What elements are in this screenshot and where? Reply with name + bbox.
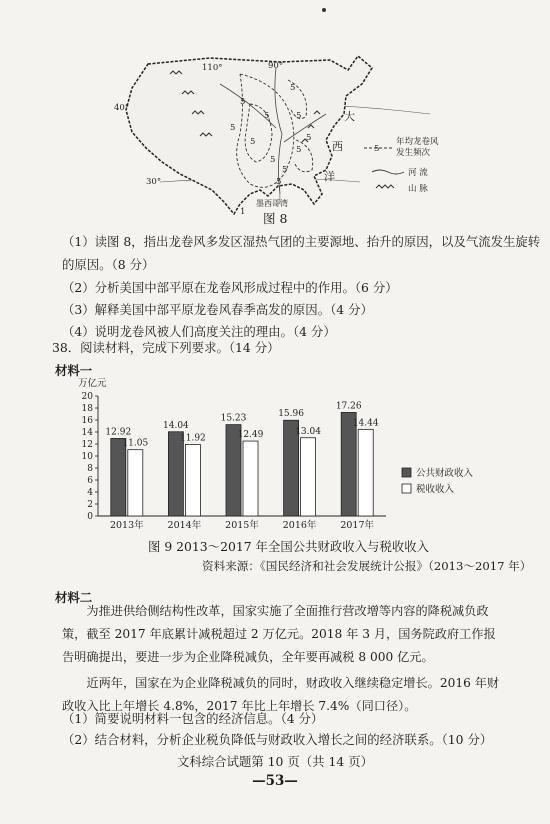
material-2-paragraph-1: 为推进供给侧结构性改革，国家实施了全面推行营改增等内容的降税减负政策，截至 2017 年底累计减税超过 2 万亿元。2018 年 3 月，国务院政府工作报告明确提出，要进一步为企业降税减负，全年要再减税 8 000 亿元。 (62, 604, 496, 664)
legend-freq-label: 年均龙卷风 (396, 137, 439, 147)
bar-tax-revenue (301, 438, 316, 516)
bar-value-label: 12.92 (105, 427, 132, 438)
y-tick-label: 4 (87, 488, 93, 498)
page-number: —53— (252, 773, 298, 789)
bar-tax-revenue (358, 429, 373, 516)
contour-value: 5 (296, 145, 302, 155)
bar-value-label: 13.04 (295, 426, 321, 437)
question-37-2: （2）分析美国中部平原在龙卷风形成过程中的作用。（6 分） (62, 280, 398, 295)
lat-label-30: 30° (146, 177, 162, 187)
legend-freq-sample: 5 (374, 144, 380, 154)
bar-value-label: 14.04 (163, 420, 189, 431)
material-2-title: 材料二 (55, 590, 93, 605)
contour-value: 5 (250, 137, 256, 147)
figure-8-caption: 图 8 (263, 211, 288, 226)
usa-tornado-map (100, 44, 500, 222)
legend-river-label: 河 流 (408, 168, 428, 178)
y-tick-label: 6 (87, 476, 93, 486)
ink-dot (322, 8, 326, 12)
x-tick-label: 2015年 (225, 520, 259, 531)
contour-value: 5 (230, 123, 236, 133)
question-37-1-cont: 的原因。（8 分） (62, 257, 155, 272)
x-tick-label: 2014年 (167, 520, 202, 531)
bar-tax-revenue (185, 444, 200, 516)
bar-value-label: 17.26 (335, 401, 362, 412)
y-tick-label: 8 (87, 464, 93, 474)
question-37-4: （4）说明龙卷风被人们高度关注的理由。（4 分） (62, 324, 336, 339)
legend-mountain-label: 山 脉 (408, 184, 428, 194)
ocean-label-3: 洋 (324, 170, 335, 183)
y-tick-label: 0 (87, 512, 93, 522)
contour-value: 5 (240, 97, 246, 107)
figure-9-caption: 图 9 2013～2017 年全国公共财政收入与税收收入 (148, 539, 430, 554)
contour-value: 5 (264, 111, 270, 121)
chart-bars (111, 412, 373, 516)
contour-value: 5 (282, 165, 288, 175)
contour-value: 1 (240, 207, 246, 217)
question-37-1: （1）读图 8，指出龙卷风多发区湿热气团的主要源地、抬升的原因，以及气流发生旋转 (62, 234, 541, 249)
gulf-label: 墨西哥湾 (256, 199, 288, 208)
legend-swatch (402, 468, 411, 477)
bar-value-label: 12.49 (237, 430, 264, 441)
contour-value: 5 (306, 133, 312, 143)
y-tick-label: 12 (81, 440, 93, 450)
y-unit-label: 万亿元 (78, 378, 107, 389)
question-38-1: （1）简要说明材料一包含的经济信息。（4 分） (62, 711, 324, 726)
bar-tax-revenue (128, 450, 143, 516)
x-tick-label: 2013年 (109, 520, 144, 531)
chart-labels (105, 401, 378, 531)
legend-freq-label-2: 发生频次 (396, 148, 431, 158)
ocean-label-2: 西 (332, 140, 343, 153)
bar-value-label: 11.92 (180, 433, 206, 444)
revenue-bar-chart (72, 376, 492, 536)
legend-label: 公共财政收入 (416, 468, 474, 479)
lon-label-90: 90° (268, 61, 284, 71)
material-1-title: 材料一 (55, 363, 93, 378)
y-tick-label: 14 (81, 428, 93, 438)
y-tick-label: 16 (81, 416, 93, 426)
figure-9-source: 资料来源：《国民经济和社会发展统计公报》（2013～2017 年） (202, 559, 532, 573)
chart-legend (402, 467, 474, 495)
lon-label-110: 110° (202, 63, 223, 73)
y-tick-label: 20 (81, 392, 93, 402)
bar-value-label: 15.23 (220, 413, 247, 424)
contour-value: 5 (270, 155, 276, 165)
question-38-title: 38．阅读材料，完成下列要求。（14 分） (52, 340, 280, 355)
legend-swatch (402, 484, 411, 493)
bar-public-revenue (111, 438, 126, 516)
ocean-label-1: 大 (344, 110, 355, 123)
y-tick-label: 10 (81, 452, 93, 462)
contour-value: 5 (276, 177, 282, 187)
legend-label: 税收收入 (416, 484, 455, 495)
contour-value: 5 (296, 111, 302, 121)
material-2-paragraph-2: 近两年，国家在为企业降税减负的同时，财政收入继续稳定增长。2016 年财政收入比上年增长 4.8%，2017 年比上年增长 7.4%（同口径）。 (62, 676, 500, 713)
map-legend (364, 136, 439, 194)
page-footer: 文科综合试题第 10 页（共 14 页） (177, 754, 373, 769)
lat-label-40: 40° (114, 103, 130, 113)
bar-tax-revenue (243, 441, 258, 516)
x-tick-label: 2017年 (340, 520, 375, 531)
y-tick-label: 2 (87, 500, 93, 510)
bar-value-label: 15.96 (278, 409, 304, 420)
bar-public-revenue (168, 432, 183, 516)
usa-outline (126, 56, 372, 214)
question-37-3: （3）解释美国中部平原龙卷风春季高发的原因。（4 分） (62, 302, 373, 317)
contour-value: 5 (290, 83, 296, 93)
bar-value-label: 14.44 (352, 418, 379, 429)
question-38-2: （2）结合材料，分析企业税负降低与财政收入增长之间的经济联系。（10 分） (62, 732, 493, 747)
y-tick-label: 18 (81, 404, 93, 414)
bar-value-label: 11.05 (122, 438, 149, 449)
x-tick-label: 2016年 (282, 520, 317, 531)
